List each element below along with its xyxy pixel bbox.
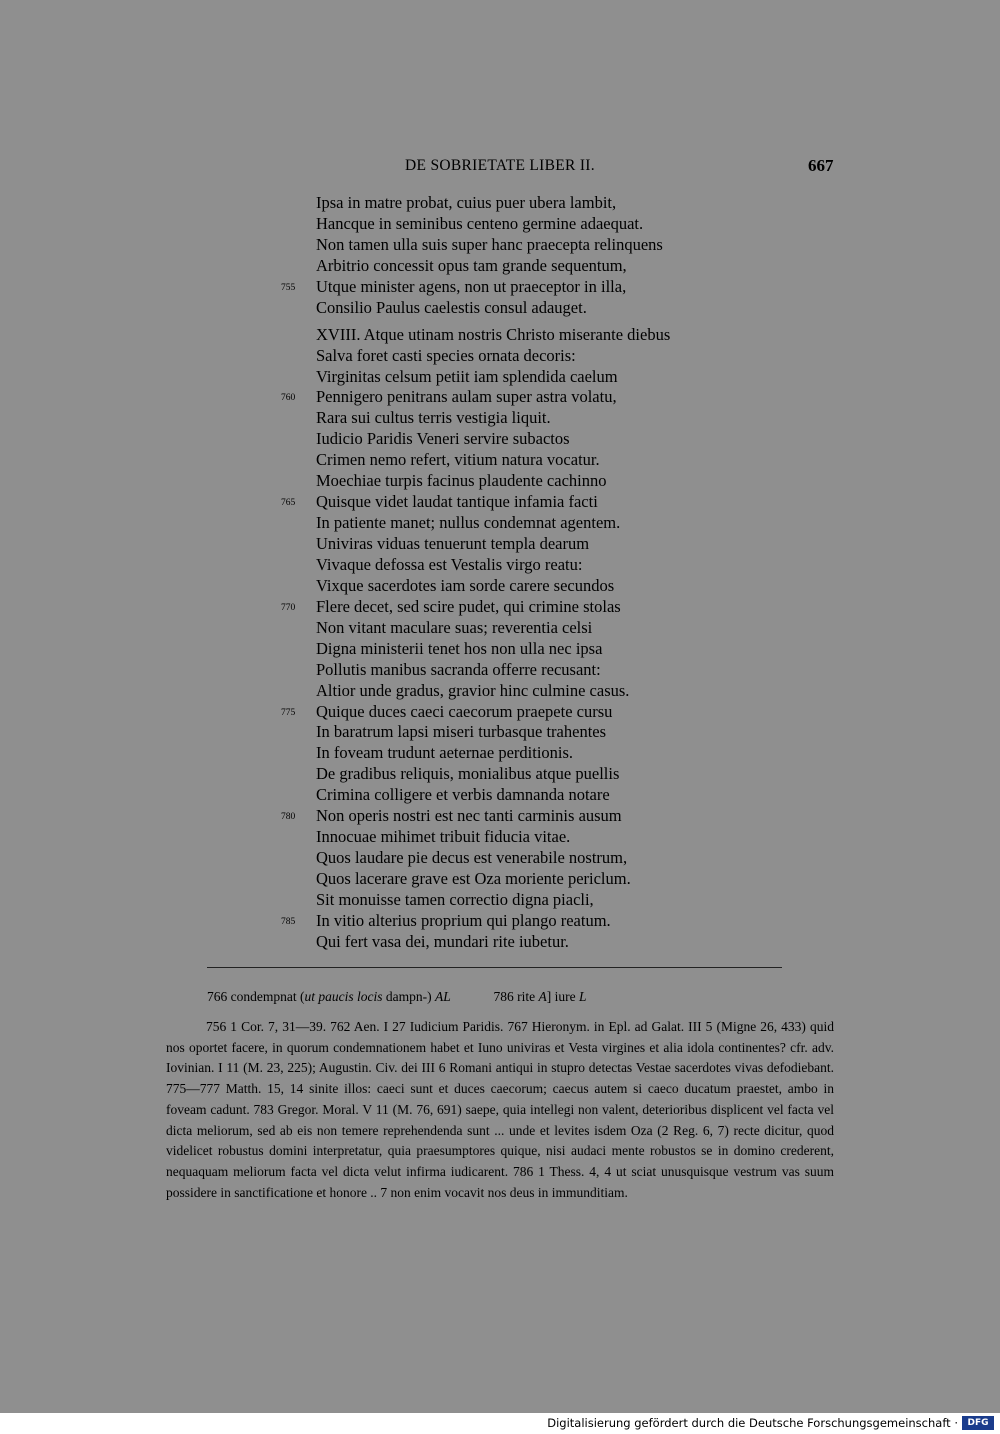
poem-line xyxy=(0,848,1000,869)
poem-line xyxy=(0,346,1000,367)
verse-text: Hancque in seminibus centeno germine adaequat. xyxy=(316,213,644,233)
verse-text: Crimen nemo refert, vitium natura vocatur. xyxy=(316,450,600,470)
footer-bar xyxy=(0,1413,1000,1434)
poem-line xyxy=(0,869,1000,890)
verse-text: Iudicio Paridis Veneri servire subactos xyxy=(316,429,570,449)
poem-line xyxy=(0,702,1000,723)
poem-line xyxy=(0,618,1000,639)
poem-line xyxy=(0,932,1000,953)
verse-text: Vivaque defossa est Vestalis virgo reatu: xyxy=(316,554,583,574)
verse-text: Innocuae mihimet tribuit fiducia vitae. xyxy=(316,827,571,847)
poem-line xyxy=(0,450,1000,471)
running-header: DE SOBRIETATE LIBER II. xyxy=(405,157,595,174)
poem-line xyxy=(0,235,1000,256)
poem-line xyxy=(0,681,1000,702)
poem-line xyxy=(0,214,1000,235)
poem-line xyxy=(0,890,1000,911)
line-number: 775 xyxy=(281,707,296,718)
apparatus-entry: 786 rite A] iure L xyxy=(493,989,587,1004)
poem-line xyxy=(0,764,1000,785)
poem-line xyxy=(0,911,1000,932)
verse-text: Consilio Paulus caelestis consul adauget. xyxy=(316,297,587,317)
verse-text: Quos laudare pie decus est venerabile nostrum, xyxy=(316,848,628,868)
poem-line xyxy=(0,576,1000,597)
verse-text: Moechiae turpis facinus plaudente cachinno xyxy=(316,471,607,491)
verse-text: Univiras viduas tenuerunt templa dearum xyxy=(316,534,590,553)
poem-text xyxy=(0,193,1000,953)
verse-text: In vitio alterius proprium qui plango reatum. xyxy=(316,910,611,930)
verse-text: Virginitas celsum petiit iam splendida caelum xyxy=(316,366,618,386)
poem-line xyxy=(0,534,1000,555)
line-number: 765 xyxy=(281,498,296,509)
verse-text: Pollutis manibus sacranda offerre recusant: xyxy=(316,659,601,679)
dfg-logo: DFG xyxy=(962,1416,994,1430)
poem-line xyxy=(0,555,1000,576)
poem-line xyxy=(0,785,1000,806)
poem-line xyxy=(0,193,1000,214)
poem-line xyxy=(0,722,1000,743)
verse-text: Utque minister agens, non ut praeceptor in illa, xyxy=(316,276,627,296)
poem-line xyxy=(0,298,1000,319)
line-number: 785 xyxy=(281,916,296,927)
poem-line xyxy=(0,743,1000,764)
verse-text: In foveam trudunt aeternae perditionis. xyxy=(316,743,574,763)
verse-text: In patiente manet; nullus condemnat agentem. xyxy=(316,513,621,533)
poem-line xyxy=(0,827,1000,848)
verse-text: Quique duces caeci caecorum praepete cursu xyxy=(316,701,613,721)
verse-text: Non operis nostri est nec tanti carminis ausum xyxy=(316,806,622,826)
verse-text: Flere decet, sed scire pudet, qui crimine stolas xyxy=(316,596,621,616)
poem-line xyxy=(0,256,1000,277)
poem-line xyxy=(0,492,1000,513)
poem-line xyxy=(0,471,1000,492)
line-number: 780 xyxy=(281,812,296,823)
verse-text: Quos lacerare grave est Oza moriente periclum. xyxy=(316,869,631,888)
apparatus-entry: 766 condempnat (ut paucis locis dampn-) AL xyxy=(207,989,451,1004)
page-number: 667 xyxy=(808,156,834,175)
poem-line xyxy=(0,806,1000,827)
verse-text: Pennigero penitrans aulam super astra volatu, xyxy=(316,387,617,407)
line-number: 760 xyxy=(281,393,296,404)
verse-text: XVIII. Atque utinam nostris Christo miserante diebus xyxy=(316,324,671,344)
verse-text: Salva foret casti species ornata decoris: xyxy=(316,345,576,365)
verse-text: Digna ministerii tenet hos non ulla nec ipsa xyxy=(316,638,603,658)
verse-text: Rara sui cultus terris vestigia liquit. xyxy=(316,408,551,428)
verse-text: Non tamen ulla suis super hanc praecepta relinquens xyxy=(316,234,663,254)
poem-line xyxy=(0,597,1000,618)
poem-line xyxy=(0,387,1000,408)
verse-text: Sit monuisse tamen correctio digna piacli, xyxy=(316,889,594,909)
poem-line xyxy=(0,277,1000,298)
verse-text: Qui fert vasa dei, mundari rite iubetur. xyxy=(316,931,569,951)
poem-line xyxy=(0,367,1000,388)
footnote-divider xyxy=(207,967,782,968)
verse-text: De gradibus reliquis, monialibus atque puellis xyxy=(316,764,620,784)
verse-text: Quisque videt laudat tantique infamia facti xyxy=(316,492,598,512)
source-notes xyxy=(166,1017,834,1203)
source-notes-text: 756 1 Cor. 7, 31—39. 762 Aen. I 27 Iudicium Paridis. 767 Hieronym. in Epl. ad Galat. III 5 (Migne 26, 433) quid nos oportet facere, in quorum condemnationem habet et Iuno univiras et Vesta virgines et alia idola continentes? cfr. adv. Iovinian. I 11 (M. 23, 225); Augustin. Civ. dei III 6 Romani antiqui in stupro detectas Vestae sacerdotes vivas defodiebant. 775—777 Matth. 15, 14 sinite illos: caeci sunt et duces caecorum; caecus autem si caeco ducatum praestet, ambo in foveam cadunt. 783 Gregor. Moral. V 11 (M. 76, 691) saepe, quia intellegi non valent, deterioribus displicent vel facta vel dicta meliorum, sed ab eis non temere reprehendenda sunt ... unde et levites isdem Oza (2 Reg. 6, 7) recte dicitur, quod videlicet robustus domini interpretatur, quia praesumptores quique, nisi audaci mente robustos se in domino crederent, nequaquam meliorum facta vel dicta velut infirma iudicarent. 786 1 Thess. 4, 4 ut sciat unusquisque vestrum vas suum possidere in sanctificatione et honore .. 7 non enim vocavit nos deus in immunditiam. xyxy=(166,1019,834,1200)
verse-text: Ipsa in matre probat, cuius puer ubera lambit, xyxy=(316,193,617,212)
verse-text: Non vitant maculare suas; reverentia celsi xyxy=(316,617,593,637)
poem-line xyxy=(0,325,1000,346)
line-number: 755 xyxy=(281,282,296,293)
poem-line xyxy=(0,408,1000,429)
critical-apparatus xyxy=(207,989,586,1005)
poem-line xyxy=(0,429,1000,450)
poem-line xyxy=(0,513,1000,534)
poem-line xyxy=(0,639,1000,660)
line-number: 770 xyxy=(281,602,296,613)
verse-text: Crimina colligere et verbis damnanda notare xyxy=(316,785,610,805)
funding-notice: Digitalisierung gefördert durch die Deutsche Forschungsgemeinschaft · xyxy=(547,1416,958,1430)
verse-text: Altior unde gradus, gravior hinc culmine casus. xyxy=(316,680,630,700)
verse-text: Arbitrio concessit opus tam grande sequentum, xyxy=(316,255,627,275)
poem-line xyxy=(0,660,1000,681)
verse-text: In baratrum lapsi miseri turbasque trahentes xyxy=(316,722,607,742)
verse-text: Vixque sacerdotes iam sorde carere secundos xyxy=(316,575,615,595)
